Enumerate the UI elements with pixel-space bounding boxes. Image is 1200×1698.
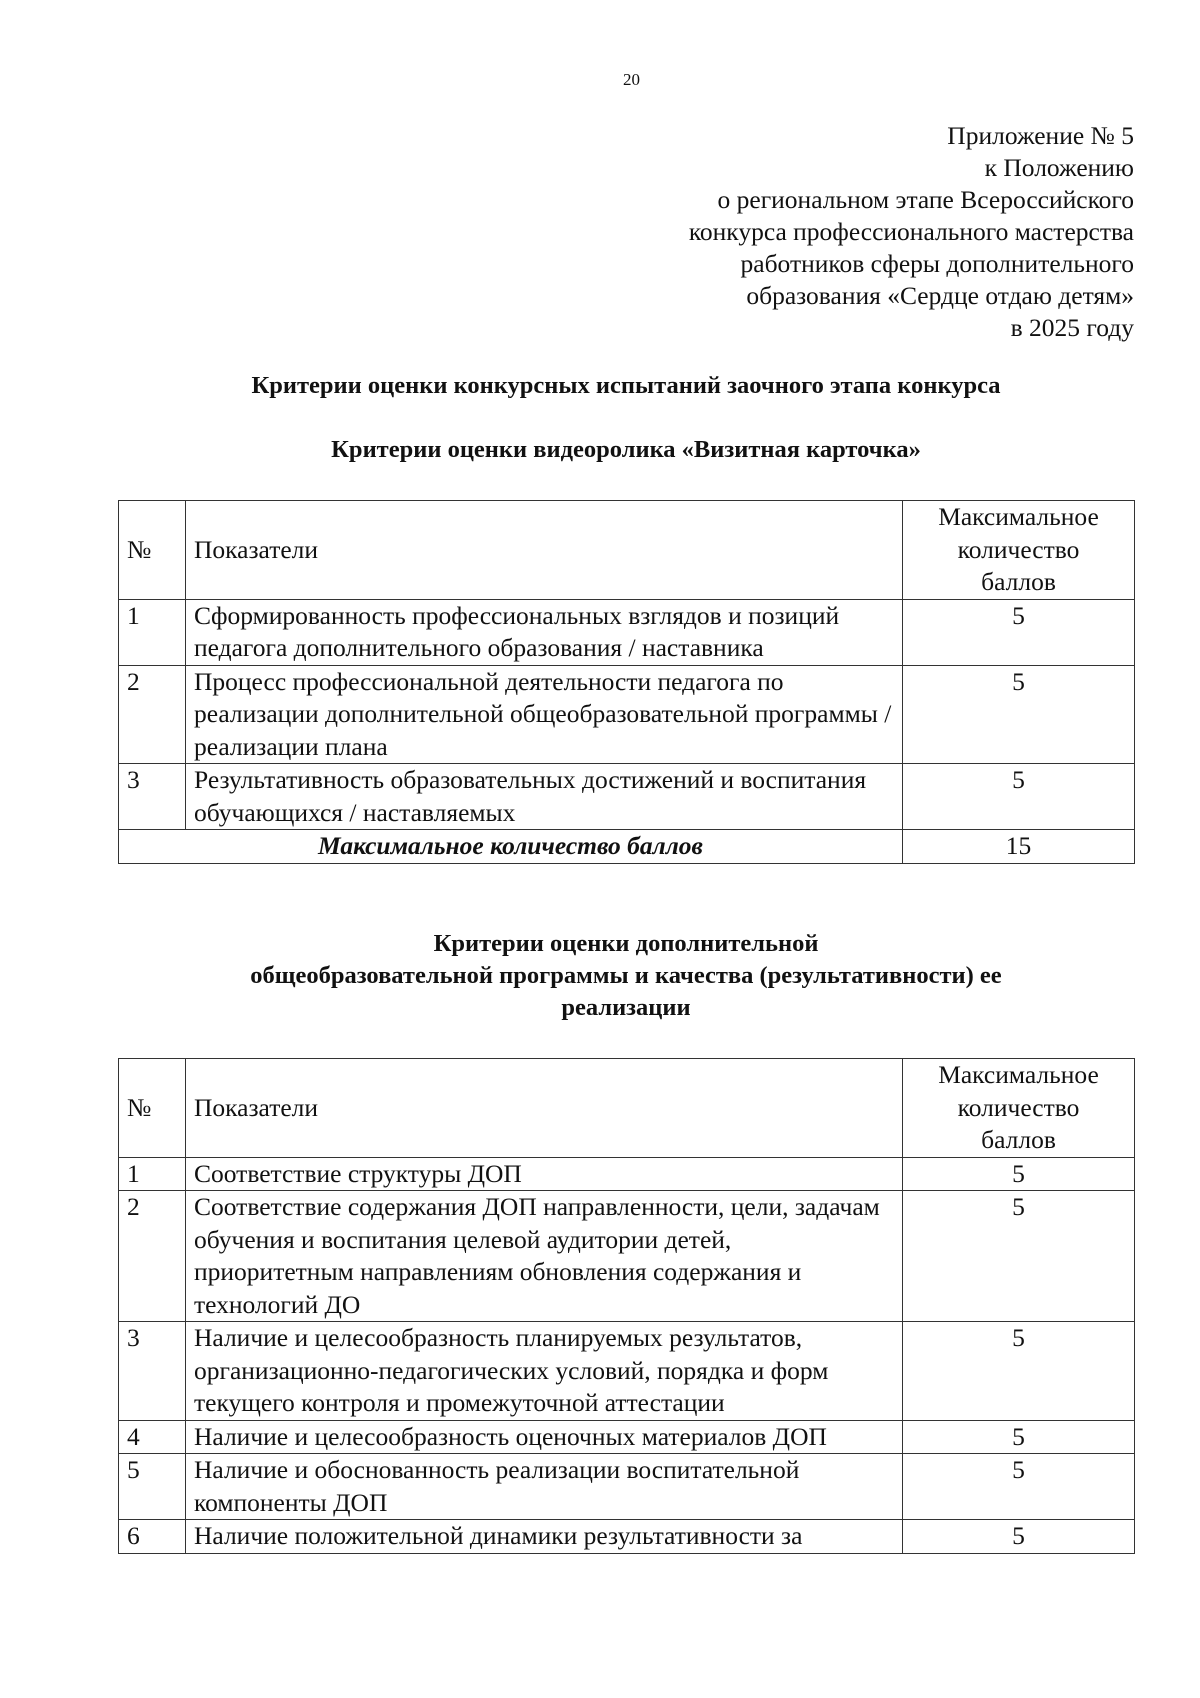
table-total-row	[119, 830, 1135, 864]
row-score: 5	[903, 1420, 1135, 1454]
row-indicator: Процесс профессиональной деятельности педагога по реализации дополнительной общеобразовательной программы / реализации плана	[186, 665, 903, 764]
appendix-line: образования «Сердце отдаю детям»	[746, 281, 1134, 310]
table-row	[119, 599, 1135, 665]
row-score: 5	[903, 665, 1135, 764]
table-row	[119, 1157, 1135, 1191]
video-section-title: Критерии оценки видеоролика «Визитная карточка»	[331, 436, 921, 463]
appendix-line: конкурса профессионального мастерства	[688, 217, 1134, 246]
header-max-line: баллов	[981, 567, 1056, 596]
row-score: 5	[903, 599, 1135, 665]
appendix-line: к Положению	[984, 153, 1134, 182]
row-number: 3	[119, 764, 186, 830]
row-number: 5	[119, 1454, 186, 1520]
table-row	[119, 665, 1135, 764]
header-max-line: количество	[957, 534, 1080, 564]
total-value: 15	[903, 830, 1135, 864]
row-score: 5	[903, 1520, 1135, 1554]
header-max-line: Максимальное	[938, 502, 1099, 531]
header-indicators: Показатели	[186, 1059, 903, 1158]
row-indicator: Соответствие содержания ДОП направленности, цели, задачам обучения и воспитания целевой аудитории детей, приоритетным направлениям обновления содержания и технологий ДО	[186, 1191, 903, 1322]
table-row	[119, 1420, 1135, 1454]
program-title-line: Критерии оценки дополнительной	[433, 930, 819, 957]
program-title-line: общеобразовательной программы и качества (результативности) ее	[250, 962, 1002, 989]
row-indicator: Наличие и целесообразность планируемых результатов, организационно-педагогических условий, порядка и форм текущего контроля и промежуточной аттестации	[186, 1322, 903, 1421]
appendix-line: о региональном этапе Всероссийского	[717, 185, 1134, 214]
row-number: 3	[119, 1322, 186, 1421]
row-indicator: Сформированность профессиональных взглядов и позиций педагога дополнительного образования / наставника	[186, 599, 903, 665]
header-max-line: баллов	[981, 1125, 1056, 1154]
page-number: 20	[623, 70, 640, 89]
program-section-title	[118, 928, 1134, 1024]
row-number: 2	[119, 1191, 186, 1322]
row-score: 5	[903, 1157, 1135, 1191]
row-score: 5	[903, 1454, 1135, 1520]
header-indicators: Показатели	[186, 501, 903, 600]
program-criteria-table	[118, 1058, 1135, 1554]
row-indicator: Наличие и целесообразность оценочных материалов ДОП	[186, 1420, 903, 1454]
video-criteria-table	[118, 500, 1135, 864]
header-max-score	[903, 1059, 1135, 1158]
header-max-line: количество	[957, 1092, 1080, 1122]
header-max-score	[903, 501, 1135, 600]
main-title: Критерии оценки конкурсных испытаний заочного этапа конкурса	[251, 372, 1001, 399]
table-header-row	[119, 1059, 1135, 1158]
header-max-line: Максимальное	[938, 1060, 1099, 1089]
table-row	[119, 1191, 1135, 1322]
program-title-line: реализации	[561, 994, 691, 1021]
header-number: №	[119, 501, 186, 600]
appendix-header	[514, 120, 1134, 344]
table-row	[119, 764, 1135, 830]
row-score: 5	[903, 764, 1135, 830]
row-number: 4	[119, 1420, 186, 1454]
row-number: 1	[119, 599, 186, 665]
table-row	[119, 1454, 1135, 1520]
table-header-row	[119, 501, 1135, 600]
table-row	[119, 1322, 1135, 1421]
appendix-line: в 2025 году	[1010, 313, 1134, 342]
row-score: 5	[903, 1191, 1135, 1322]
row-number: 6	[119, 1520, 186, 1554]
row-indicator: Наличие положительной динамики результативности за	[186, 1520, 903, 1554]
table-row	[119, 1520, 1135, 1554]
total-label: Максимальное количество баллов	[119, 830, 903, 864]
row-score: 5	[903, 1322, 1135, 1421]
row-indicator: Результативность образовательных достижений и воспитания обучающихся / наставляемых	[186, 764, 903, 830]
row-indicator: Соответствие структуры ДОП	[186, 1157, 903, 1191]
header-number: №	[119, 1059, 186, 1158]
row-number: 1	[119, 1157, 186, 1191]
row-indicator: Наличие и обоснованность реализации воспитательной компоненты ДОП	[186, 1454, 903, 1520]
appendix-line: работников сферы дополнительного	[740, 249, 1134, 278]
appendix-line: Приложение № 5	[947, 121, 1134, 150]
row-number: 2	[119, 665, 186, 764]
